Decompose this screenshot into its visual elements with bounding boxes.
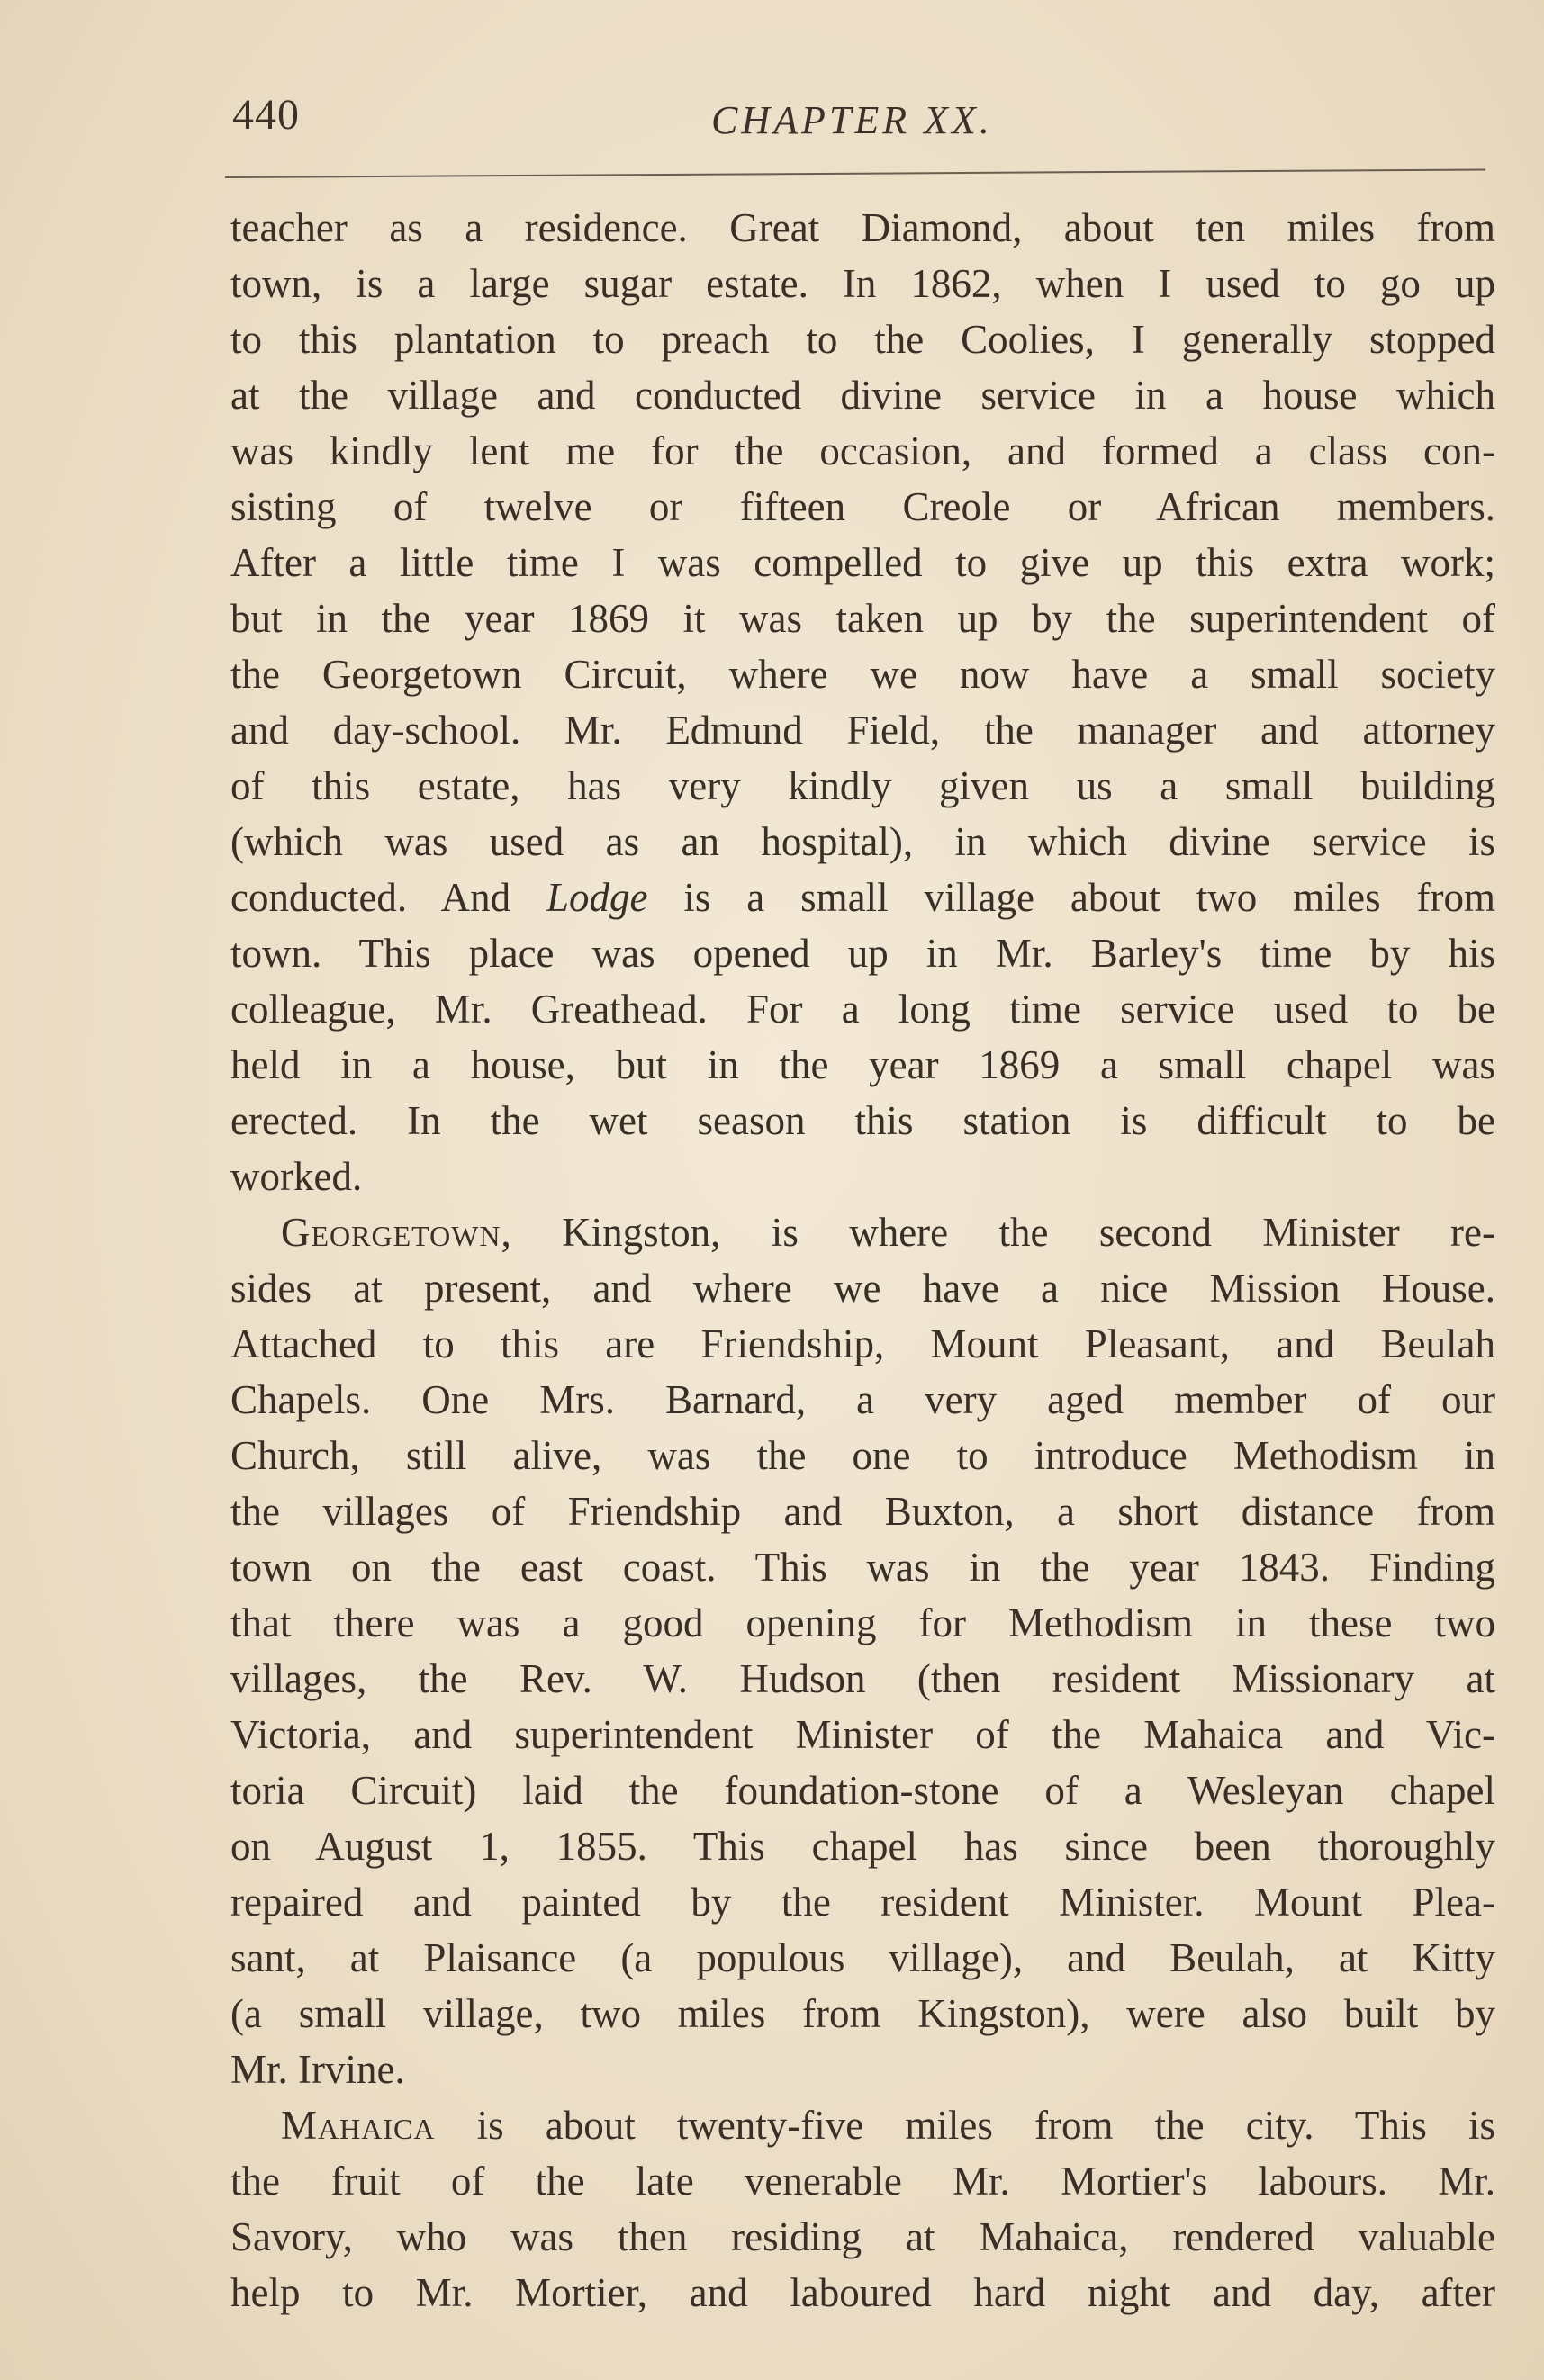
paragraph-georgetown (230, 1204, 1495, 2097)
text-line: sides at present, and where we have a nice Mission House. (230, 1266, 1495, 1311)
text-line: help to Mr. Mortier, and laboured hard night and day, after (230, 2270, 1495, 2315)
body-text (230, 200, 1495, 2321)
text-fragment: is about twenty-five miles from the city. This is (435, 2103, 1495, 2148)
text-line: worked. (230, 1154, 363, 1199)
section-lead-word: Mahaica (281, 2103, 436, 2148)
text-line: the villages of Friendship and Buxton, a short distance from (230, 1489, 1495, 1534)
text-line-lead (230, 1204, 1495, 1260)
text-line: Attached to this are Friendship, Mount Pleasant, and Beulah (230, 1321, 1495, 1366)
text-fragment: , Kingston, is where the second Minister re- (501, 1210, 1495, 1255)
text-line: of this estate, has very kindly given us a small building (230, 763, 1495, 808)
text-line: at the village and conducted divine service in a house which (230, 373, 1495, 418)
text-line: Savory, who was then residing at Mahaica, rendered valuable (230, 2214, 1495, 2259)
text-line: toria Circuit) laid the foundation-stone of a Wesleyan chapel (230, 1768, 1495, 1813)
text-line: Church, still alive, was the one to introduce Methodism in (230, 1433, 1495, 1478)
text-line: on August 1, 1855. This chapel has since been thoroughly (230, 1824, 1495, 1869)
text-line: teacher as a residence. Great Diamond, about ten miles from (230, 205, 1495, 250)
text-line: colleague, Mr. Greathead. For a long time service used to be (230, 987, 1495, 1032)
text-fragment: is a small village about two miles from (647, 875, 1495, 920)
text-line: villages, the Rev. W. Hudson (then resident Missionary at (230, 1656, 1495, 1701)
text-fragment: conducted. And (230, 875, 546, 920)
text-line: town on the east coast. This was in the year 1843. Finding (230, 1545, 1495, 1590)
text-line: Mr. Irvine. (230, 2047, 405, 2092)
paragraph-mahaica (230, 2097, 1495, 2321)
text-line: sisting of twelve or fifteen Creole or African members. (230, 484, 1495, 529)
text-line: that there was a good opening for Methodism in these two (230, 1600, 1495, 1645)
text-line: was kindly lent me for the occasion, and formed a class con- (230, 428, 1495, 473)
text-line-lodge (230, 870, 1495, 925)
text-line: town, is a large sugar estate. In 1862, when I used to go up (230, 261, 1495, 306)
running-title: CHAPTER XX. (711, 98, 993, 142)
text-line: (a small village, two miles from Kingston), were also built by (230, 1991, 1495, 2036)
text-line: Chapels. One Mrs. Barnard, a very aged member of our (230, 1377, 1495, 1422)
text-line: held in a house, but in the year 1869 a small chapel was (230, 1042, 1495, 1087)
text-line: erected. In the wet season this station is difficult to be (230, 1098, 1495, 1143)
paragraph-great-diamond (230, 200, 1495, 1204)
italic-place-name: Lodge (546, 875, 648, 920)
text-line: town. This place was opened up in Mr. Barley's time by his (230, 931, 1495, 976)
text-line: to this plantation to preach to the Coolies, I generally stopped (230, 317, 1495, 362)
page-number: 440 (232, 91, 300, 139)
text-line: but in the year 1869 it was taken up by the superintendent of (230, 596, 1495, 641)
section-lead-word: Georgetown (281, 1210, 501, 1255)
text-line: the Georgetown Circuit, where we now have a small society (230, 652, 1495, 697)
text-line: (which was used as an hospital), in which divine service is (230, 819, 1495, 864)
text-line: repaired and painted by the resident Minister. Mount Plea- (230, 1880, 1495, 1925)
header-rule (225, 168, 1485, 178)
text-line-lead (230, 2097, 1495, 2153)
text-line: After a little time I was compelled to give up this extra work; (230, 540, 1495, 585)
text-line: sant, at Plaisance (a populous village), and Beulah, at Kitty (230, 1935, 1495, 1980)
text-line: the fruit of the late venerable Mr. Mortier's labours. Mr. (230, 2159, 1495, 2204)
text-line: Victoria, and superintendent Minister of the Mahaica and Vic- (230, 1712, 1495, 1757)
text-line: and day-school. Mr. Edmund Field, the manager and attorney (230, 708, 1495, 753)
